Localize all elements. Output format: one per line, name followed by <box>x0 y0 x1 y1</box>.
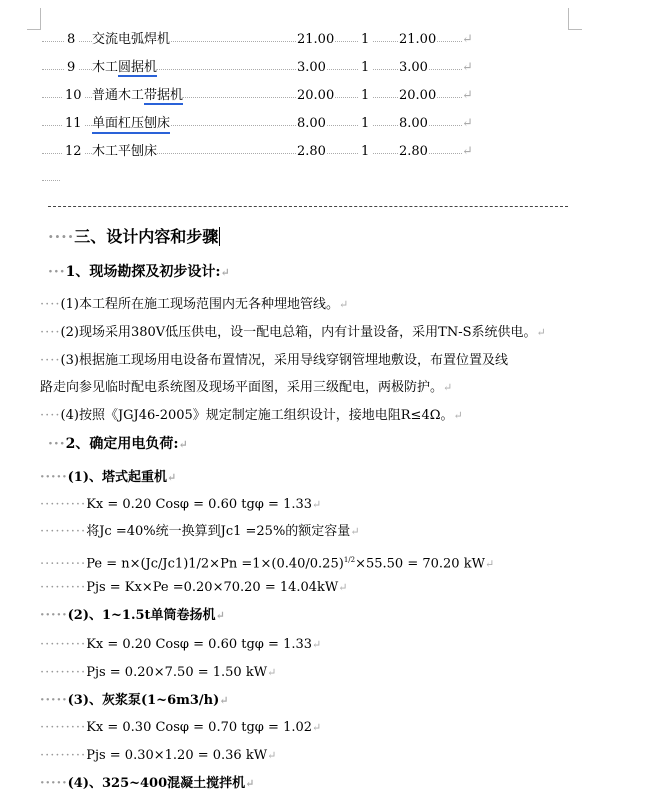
margin-corner-mark <box>568 8 582 30</box>
subsection-heading: ···1、现场勘探及初步设计:↵ <box>48 264 230 280</box>
formula-line: ·········Pjs = 0.20×7.50 = 1.50 kW↵ <box>40 665 277 680</box>
paragraph: ····(3)根据施工现场用电设备布置情况，采用导线穿钢管埋地敷设，布置位置及线 <box>40 353 508 368</box>
table-row: 12 木工平刨床 2.80 1 2.80 ↵ <box>0 144 658 164</box>
formula-line: ·········Pjs = Kx×Pe =0.20×70.20 = 14.04kW↵ <box>40 580 348 595</box>
divider-rule <box>48 206 568 207</box>
section-heading: ····三、设计内容和步骤 <box>48 227 219 246</box>
machine-heading: ·····(1)、塔式起重机↵ <box>40 470 177 485</box>
paragraph: ····(4)按照《JGJ46-2005》规定制定施工组织设计，接地电阻R≤4Ω。↵ <box>40 408 463 423</box>
machine-heading: ·····(2)、1~1.5t单筒卷扬机↵ <box>40 608 225 623</box>
formula-line: ·········Kx = 0.20 Cosφ = 0.60 tgφ = 1.33↵ <box>40 637 322 652</box>
table-row: 9 木工圆据机 3.00 1 3.00 ↵ <box>0 60 658 80</box>
paragraph: ····(1)本工程所在施工现场范围内无各种埋地管线。↵ <box>40 297 349 312</box>
paragraph: ····(2)现场采用380V低压供电，设一配电总箱，内有计量设备，采用TN-S系统供电。↵ <box>40 325 546 340</box>
subsection-heading: ···2、确定用电负荷:↵ <box>48 436 188 452</box>
table-row: 8 交流电弧焊机 21.00 1 21.00 ↵ <box>0 32 658 52</box>
formula-line: ·········Kx = 0.30 Cosφ = 0.70 tgφ = 1.02↵ <box>40 720 322 735</box>
table-row: 11 单面杠压刨床 8.00 1 8.00 ↵ <box>0 116 658 136</box>
empty-paragraph-marks <box>42 180 60 181</box>
table-row: 10 普通木工带据机 20.00 1 20.00 ↵ <box>0 88 658 108</box>
paragraph: 路走向参见临时配电系统图及现场平面图，采用三级配电，两极防护。↵ <box>40 380 453 395</box>
formula-line: ·········Pjs = 0.30×1.20 = 0.36 kW↵ <box>40 748 277 763</box>
formula-line: ·········将Jc =40%统一换算到Jc1 =25%的额定容量↵ <box>40 524 360 539</box>
formula-line: $\cdot\cdot\cdot\cdot\cdot\cdot\cdot\cdot\cdot Pe = n\times(Jc/Jc1)1/2\times Pn =1\times(0.40/0.25)^{1/2}\times 55.50 = 70.20$ kW↵ <box>40 556 495 572</box>
machine-heading: ·····(4)、325~400混凝土搅拌机↵ <box>40 776 255 791</box>
margin-corner-mark <box>27 8 41 30</box>
formula-line: ·········Kx = 0.20 Cosφ = 0.60 tgφ = 1.33↵ <box>40 497 322 512</box>
machine-heading: ·····(3)、灰浆泵(1~6m3/h)↵ <box>40 693 229 708</box>
